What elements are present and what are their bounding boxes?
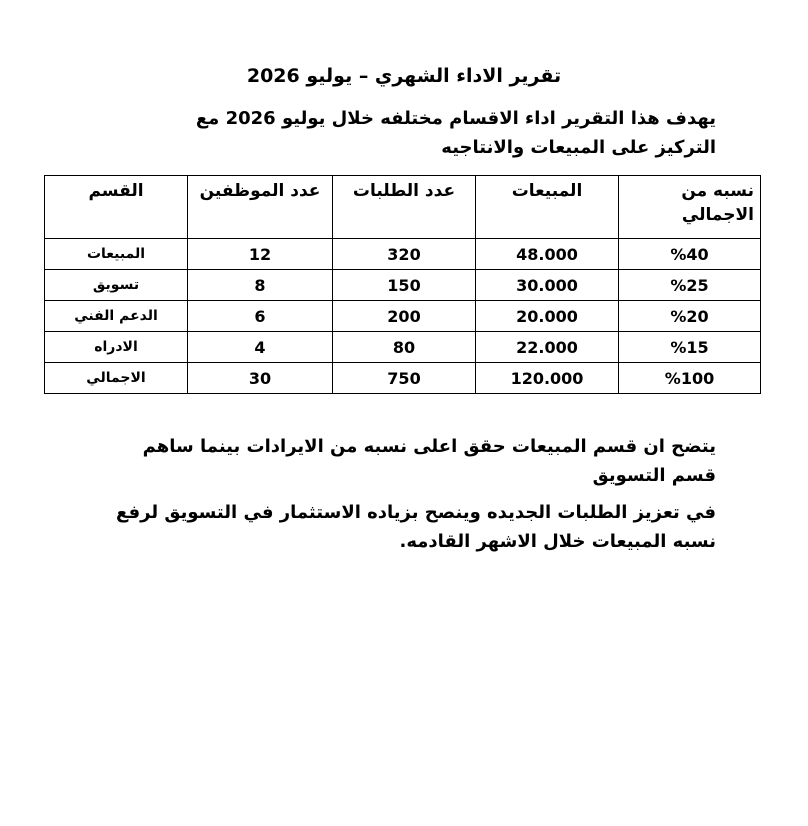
cell-share: %20 bbox=[619, 301, 761, 332]
cell-employees: 4 bbox=[188, 332, 333, 363]
header-share: نسبه من الاجمالي bbox=[619, 176, 761, 239]
conclusion-line-1: يتضح ان قسم المبيعات حقق اعلى نسبه من الايرادات بينما ساهم قسم التسويق bbox=[142, 436, 716, 486]
conclusion-line-2: في تعزيز الطلبات الجديده وينصح بزياده الاستثمار في التسويق لرفع نسبه المبيعات خلال الاشهر القادمه. bbox=[116, 502, 716, 552]
cell-orders: 200 bbox=[333, 301, 476, 332]
cell-sales: 22.000 bbox=[476, 332, 619, 363]
cell-sales: 30.000 bbox=[476, 270, 619, 301]
performance-table bbox=[44, 175, 761, 394]
table-row bbox=[45, 239, 761, 270]
cell-department: الاجمالي bbox=[45, 363, 188, 394]
table-row bbox=[45, 301, 761, 332]
conclusion-paragraph bbox=[96, 432, 716, 556]
cell-share: %25 bbox=[619, 270, 761, 301]
cell-department: الدعم الفني bbox=[45, 301, 188, 332]
cell-sales: 20.000 bbox=[476, 301, 619, 332]
cell-employees: 6 bbox=[188, 301, 333, 332]
cell-orders: 150 bbox=[333, 270, 476, 301]
cell-employees: 8 bbox=[188, 270, 333, 301]
table-total-row bbox=[45, 363, 761, 394]
cell-orders: 320 bbox=[333, 239, 476, 270]
intro-paragraph: يهدف هذا التقرير اداء الاقسام مختلفه خلال يوليو 2026 مع التركيز على المبيعات والانتاجيه bbox=[195, 108, 716, 158]
table-row bbox=[45, 332, 761, 363]
table-header-row bbox=[45, 176, 761, 239]
header-department: القسم bbox=[45, 176, 188, 239]
cell-employees: 30 bbox=[188, 363, 333, 394]
report-title: تقرير الاداء الشهري – يوليو 2026 bbox=[246, 65, 562, 87]
cell-share: %15 bbox=[619, 332, 761, 363]
table-row bbox=[45, 270, 761, 301]
cell-department: الادراه bbox=[45, 332, 188, 363]
cell-sales: 48.000 bbox=[476, 239, 619, 270]
header-sales: المبيعات bbox=[476, 176, 619, 239]
cell-department: تسويق bbox=[45, 270, 188, 301]
header-orders: عدد الطلبات bbox=[333, 176, 476, 239]
cell-sales: 120.000 bbox=[476, 363, 619, 394]
cell-share: %100 bbox=[619, 363, 761, 394]
header-employees: عدد الموظفين bbox=[188, 176, 333, 239]
cell-share: %40 bbox=[619, 239, 761, 270]
cell-orders: 80 bbox=[333, 332, 476, 363]
cell-orders: 750 bbox=[333, 363, 476, 394]
cell-department: المبيعات bbox=[45, 239, 188, 270]
cell-employees: 12 bbox=[188, 239, 333, 270]
